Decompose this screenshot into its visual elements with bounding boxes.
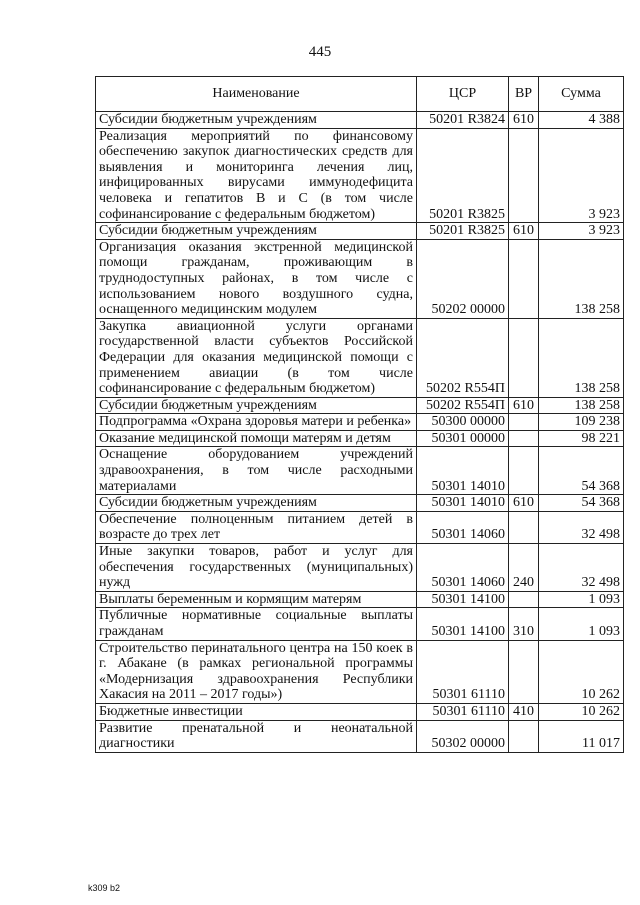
row-vr: 310 bbox=[509, 608, 539, 640]
row-csr: 50201 R3825 bbox=[417, 128, 509, 223]
table-row bbox=[96, 397, 624, 414]
row-vr bbox=[509, 318, 539, 397]
row-sum: 138 258 bbox=[539, 318, 624, 397]
table-row bbox=[96, 495, 624, 512]
table-row bbox=[96, 703, 624, 720]
table-row bbox=[96, 591, 624, 608]
row-name: Оказание медицинской помощи матерям и детям bbox=[96, 430, 417, 447]
row-sum: 1 093 bbox=[539, 608, 624, 640]
row-csr: 50201 R3824 bbox=[417, 112, 509, 129]
row-sum: 109 238 bbox=[539, 414, 624, 431]
row-vr bbox=[509, 414, 539, 431]
row-name: Иные закупки товаров, работ и услуг для обеспечения государственных (муниципальных) нужд bbox=[96, 544, 417, 592]
row-csr: 50202 R554П bbox=[417, 318, 509, 397]
row-sum: 54 368 bbox=[539, 495, 624, 512]
row-name: Реализация мероприятий по финансовому обеспечению закупок диагностических средств для выявления и мониторинга лечения лиц, инфицированных вирусами иммунодефицита человека и гепатитов В и С (в том числе софинансирование с федеральным бюджетом) bbox=[96, 128, 417, 223]
row-name: Субсидии бюджетным учреждениям bbox=[96, 112, 417, 129]
row-csr: 50301 00000 bbox=[417, 430, 509, 447]
row-name: Оснащение оборудованием учреждений здравоохранения, в том числе расходными материалами bbox=[96, 447, 417, 495]
row-csr: 50301 61110 bbox=[417, 640, 509, 703]
row-vr: 410 bbox=[509, 703, 539, 720]
row-name: Субсидии бюджетным учреждениям bbox=[96, 223, 417, 240]
row-name: Бюджетные инвестиции bbox=[96, 703, 417, 720]
table-row bbox=[96, 640, 624, 703]
row-name: Подпрограмма «Охрана здоровья матери и ребенка» bbox=[96, 414, 417, 431]
row-vr bbox=[509, 447, 539, 495]
table-row bbox=[96, 414, 624, 431]
row-name: Строительство перинатального центра на 150 коек в г. Абакане (в рамках региональной программы «Модернизация здравоохранения Республики Хакасия на 2011 – 2017 годы») bbox=[96, 640, 417, 703]
row-vr: 610 bbox=[509, 223, 539, 240]
row-vr bbox=[509, 591, 539, 608]
row-csr: 50301 14060 bbox=[417, 511, 509, 543]
table-row bbox=[96, 128, 624, 223]
row-name: Закупка авиационной услуги органами государственной власти субъектов Российской Федерации для оказания медицинской помощи с применением авиации (в том числе софинансирование с федеральным бюджетом) bbox=[96, 318, 417, 397]
table-row bbox=[96, 720, 624, 752]
row-sum: 10 262 bbox=[539, 703, 624, 720]
row-vr: 610 bbox=[509, 112, 539, 129]
row-sum: 1 093 bbox=[539, 591, 624, 608]
row-csr: 50301 14010 bbox=[417, 447, 509, 495]
row-vr bbox=[509, 640, 539, 703]
row-csr: 50301 14100 bbox=[417, 608, 509, 640]
row-sum: 10 262 bbox=[539, 640, 624, 703]
row-csr: 50202 00000 bbox=[417, 239, 509, 318]
row-vr: 610 bbox=[509, 495, 539, 512]
row-csr: 50302 00000 bbox=[417, 720, 509, 752]
table-row bbox=[96, 112, 624, 129]
page-number: 445 bbox=[308, 44, 332, 60]
table-row bbox=[96, 511, 624, 543]
row-sum: 11 017 bbox=[539, 720, 624, 752]
table-header-row bbox=[96, 77, 624, 112]
row-vr bbox=[509, 128, 539, 223]
table-row bbox=[96, 544, 624, 592]
table-row bbox=[96, 223, 624, 240]
row-csr: 50301 14060 bbox=[417, 544, 509, 592]
row-name: Субсидии бюджетным учреждениям bbox=[96, 397, 417, 414]
row-csr: 50301 14010 bbox=[417, 495, 509, 512]
table-row bbox=[96, 608, 624, 640]
row-sum: 138 258 bbox=[539, 397, 624, 414]
row-sum: 138 258 bbox=[539, 239, 624, 318]
row-sum: 32 498 bbox=[539, 511, 624, 543]
row-sum: 4 388 bbox=[539, 112, 624, 129]
row-vr bbox=[509, 511, 539, 543]
row-sum: 3 923 bbox=[539, 128, 624, 223]
row-sum: 98 221 bbox=[539, 430, 624, 447]
row-name: Организация оказания экстренной медицинской помощи гражданам, проживающим в труднодоступных районах, в том числе с использованием нового воздушного судна, оснащенного медицинским модулем bbox=[96, 239, 417, 318]
row-sum: 3 923 bbox=[539, 223, 624, 240]
row-csr: 50300 00000 bbox=[417, 414, 509, 431]
header-vr: ВР bbox=[509, 77, 539, 112]
row-csr: 50202 R554П bbox=[417, 397, 509, 414]
row-csr: 50201 R3825 bbox=[417, 223, 509, 240]
row-name: Публичные нормативные социальные выплаты гражданам bbox=[96, 608, 417, 640]
row-vr: 240 bbox=[509, 544, 539, 592]
budget-table bbox=[95, 76, 624, 753]
row-sum: 54 368 bbox=[539, 447, 624, 495]
row-vr bbox=[509, 430, 539, 447]
row-name: Обеспечение полноценным питанием детей в возрасте до трех лет bbox=[96, 511, 417, 543]
table-row bbox=[96, 239, 624, 318]
row-csr: 50301 14100 bbox=[417, 591, 509, 608]
row-vr bbox=[509, 720, 539, 752]
row-vr bbox=[509, 239, 539, 318]
header-name: Наименование bbox=[96, 77, 417, 112]
row-name: Выплаты беременным и кормящим матерям bbox=[96, 591, 417, 608]
table-row bbox=[96, 447, 624, 495]
row-csr: 50301 61110 bbox=[417, 703, 509, 720]
header-sum: Сумма bbox=[539, 77, 624, 112]
header-csr: ЦСР bbox=[417, 77, 509, 112]
table-row bbox=[96, 318, 624, 397]
table-row bbox=[96, 430, 624, 447]
footer-code: k309 b2 bbox=[88, 883, 121, 893]
row-sum: 32 498 bbox=[539, 544, 624, 592]
row-vr: 610 bbox=[509, 397, 539, 414]
row-name: Развитие пренатальной и неонатальной диагностики bbox=[96, 720, 417, 752]
row-name: Субсидии бюджетным учреждениям bbox=[96, 495, 417, 512]
